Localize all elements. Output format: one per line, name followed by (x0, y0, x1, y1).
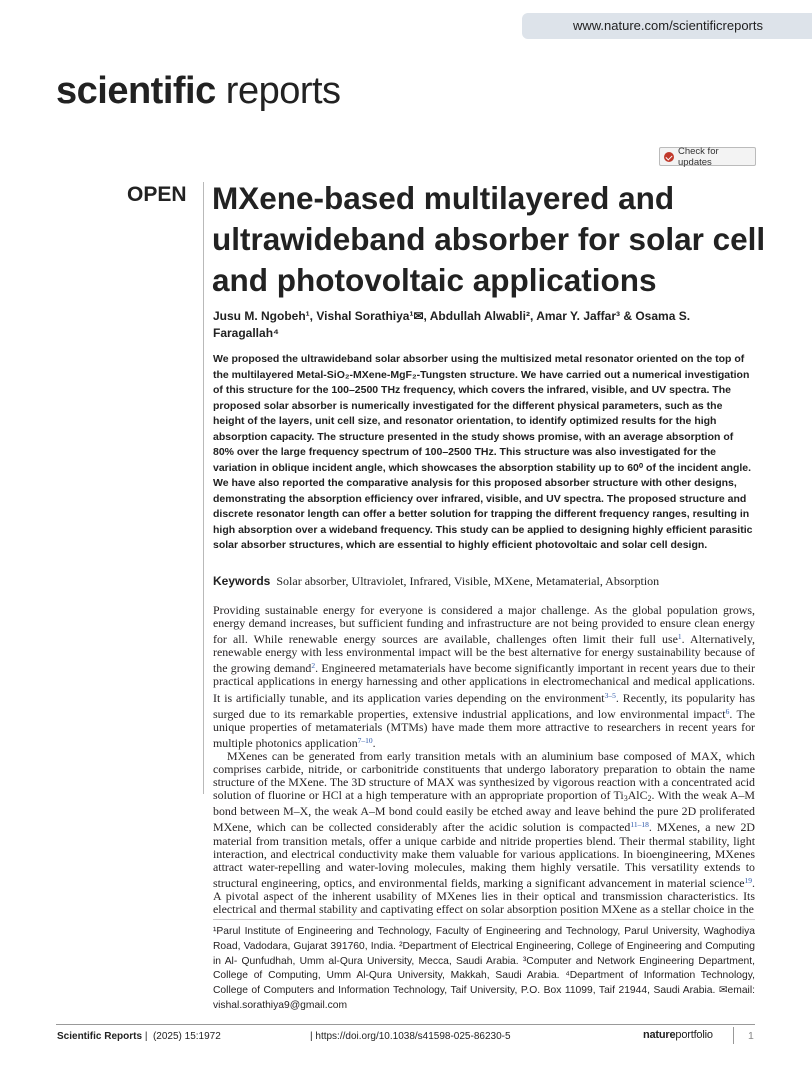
body-text: . The unique properties of metamaterials (MTMs) have made them more attractive to researchers in recent years for multiple photonics application (213, 706, 756, 750)
footer-doi-link[interactable]: | https://doi.org/10.1038/s41598-025-86230-5 (310, 1031, 511, 1042)
author-list[interactable]: Jusu M. Ngobeh¹, Vishal Sorathiya¹✉, Abdullah Alwabli², Amar Y. Jaffar³ & Osama S. Faragallah⁴ (213, 309, 691, 340)
journal-logo-rest: reports (215, 70, 341, 112)
citation-link[interactable]: 19 (744, 875, 753, 885)
citation-link[interactable]: 6 (725, 706, 730, 716)
body-text: . A pivotal aspect of the inherent usability of MXenes lies in their optical and transmission characteristics. Its electrical and thermal stability and captivating effect on solar absorption position MXene as a stellar choice in the (213, 875, 755, 916)
citation-link[interactable]: 3–5 (604, 690, 616, 700)
footer-journal: Scientific Reports (57, 1031, 143, 1042)
brand-rest: portfolio (675, 1029, 713, 1041)
footer-separator (733, 1027, 734, 1044)
column-divider (203, 182, 204, 794)
footer-citation (57, 1031, 221, 1042)
footnote-divider (213, 919, 755, 920)
body-text: . MXenes, a new 2D material from transition metals, offer a unique carbide and nitride properties blend. Their thermal stability, light interaction, and electrical conductivity make them valuable for various applications. In bioengineering, MXenes attract water-repelling and water-loving molecules, making them highly versatile. This versatility extends to structural engineering, optics, and environmental fields, marking a significant advancement in material science (213, 820, 755, 890)
keywords-label: Keywords (213, 574, 271, 588)
body-text: . With the weak A–M bond between M–X, the weak A–M bond could easily be etched away and leave behind the pure 2D proliferated MXene, which can be collected considerably after the acidic solution is compacted (213, 788, 755, 835)
brand-bold: nature (643, 1029, 676, 1041)
affiliations-footnote: ¹Parul Institute of Engineering and Technology, Faculty of Engineering and Technology, Parul University, Waghodiya Road, Vadodara, Gujarat 391760, India. ²Department of Electrical Engineering, College of Engineering and Computing in Al- Qunfudhah, Umm al-Qura University, Mecca, Saudi Arabia. ³Computer and Network Engineering Department, College of Computing, Umm Al-Qura University, Makkah, Saudi Arabia. ⁴Department of Information Technology, College of Computers and Information Technology, Taif University, P.O. Box 11099, Taif 21944, Saudi Arabia. ✉email: vishal.sorathiya9@gmail.com (213, 926, 755, 1011)
check-for-updates-button[interactable] (659, 147, 756, 166)
citation-link[interactable]: 1 (677, 632, 682, 642)
check-updates-icon (664, 152, 674, 162)
article-body (213, 604, 755, 916)
subscript: 2 (647, 794, 652, 804)
journal-url-tab[interactable]: www.nature.com/scientificreports (522, 13, 812, 39)
body-text: . Engineered metamaterials have become significantly important in recent years due to their practical applications in energy harnessing and other applications in electromechanical and medical applications. It is artificially tunable, and its application varies depending on the environment (213, 661, 755, 705)
body-text: Providing sustainable energy for everyone is considered a major challenge. As the global population grows, energy demand increases, but sufficient funding and infrastructure are not being provided to ensure clean energy for all. While renewable energy sources are available, challenges often limit their full use (213, 603, 755, 647)
open-access-label: OPEN (127, 183, 187, 206)
body-text: . Recently, its popularity has surged due to its remarkable properties, extensive industrial applications, and low environmental impact (213, 690, 755, 721)
body-paragraph-1 (213, 604, 755, 750)
body-text: . Alternatively, renewable energy with less environmental impact will be the best alternative for energy sustainability because of the growing demand (213, 632, 755, 676)
body-paragraph-2 (213, 750, 755, 916)
body-text: MXenes can be generated from early transition metals with an aluminium base composed of MAX, which comprises carbide, nitride, or carbonitride constituents that undergo laboratory preparation to obtain the name structure of the MXene. The 3D structure of MAX was synthesized by vigorous reaction with a concentrated acid solution of fluorine or HCl at a high temperature with an appropriate proportion of Ti (213, 748, 755, 803)
body-text: AlC (627, 788, 648, 803)
nature-portfolio-logo (643, 1029, 713, 1041)
keywords-list: Solar absorber, Ultraviolet, Infrared, Visible, MXene, Metamaterial, Absorption (276, 574, 660, 588)
citation-link[interactable]: 7–10 (357, 735, 373, 745)
footer-divider (56, 1024, 755, 1025)
journal-logo (56, 70, 341, 113)
footer-issue: | (2025) 15:1972 (144, 1031, 221, 1042)
abstract: We proposed the ultrawideband solar absorber using the multisized metal resonator oriented on the top of the multilayered Metal-SiO₂-MXene-MgF₂-Tungsten structure. We have carried out a numerical investigation of this structure for the 100–2500 THz frequency, which covers the infrared, visible, and UV spectra. The proposed solar absorber is numerically investigated for the different physical parameters, such as the height of the layers, unit cell size, and resonator orientation, to identify optimized results for the high absorption capacity. The structure presented in the study shows promise, with an average absorption of 80% over the large frequency spectrum of 100–2500 THz. This structure was also investigated for the variation in oblique incident angle, which showcases the absorption stability up to 60⁰ of the incident angle. We have also reported the comparative analysis for this proposed absorber structure with other designs, demonstrating the absorption efficiency over infrared, visible, and UV spectra. The proposed structure and discrete resonator length can offer a better solution for trapping the different frequency ranges, resulting in high absorption over a wideband frequency. This study can be applied to designing highly efficient parasitic solar absorber structures, which are essential to highly efficient photovoltaic and solar cell design. (213, 353, 753, 551)
page-number: 1 (748, 1030, 754, 1042)
keywords (213, 574, 755, 589)
subscript: 3 (623, 794, 628, 804)
article-title: MXene-based multilayered and ultrawideband absorber for solar cell and photovoltaic applications (212, 180, 766, 298)
citation-link[interactable]: 11–18 (630, 820, 649, 830)
body-text: . (372, 735, 376, 750)
check-updates-label: Check for updates (677, 145, 719, 168)
citation-link[interactable]: 2 (311, 661, 316, 671)
journal-logo-bold: scientific (56, 70, 216, 112)
